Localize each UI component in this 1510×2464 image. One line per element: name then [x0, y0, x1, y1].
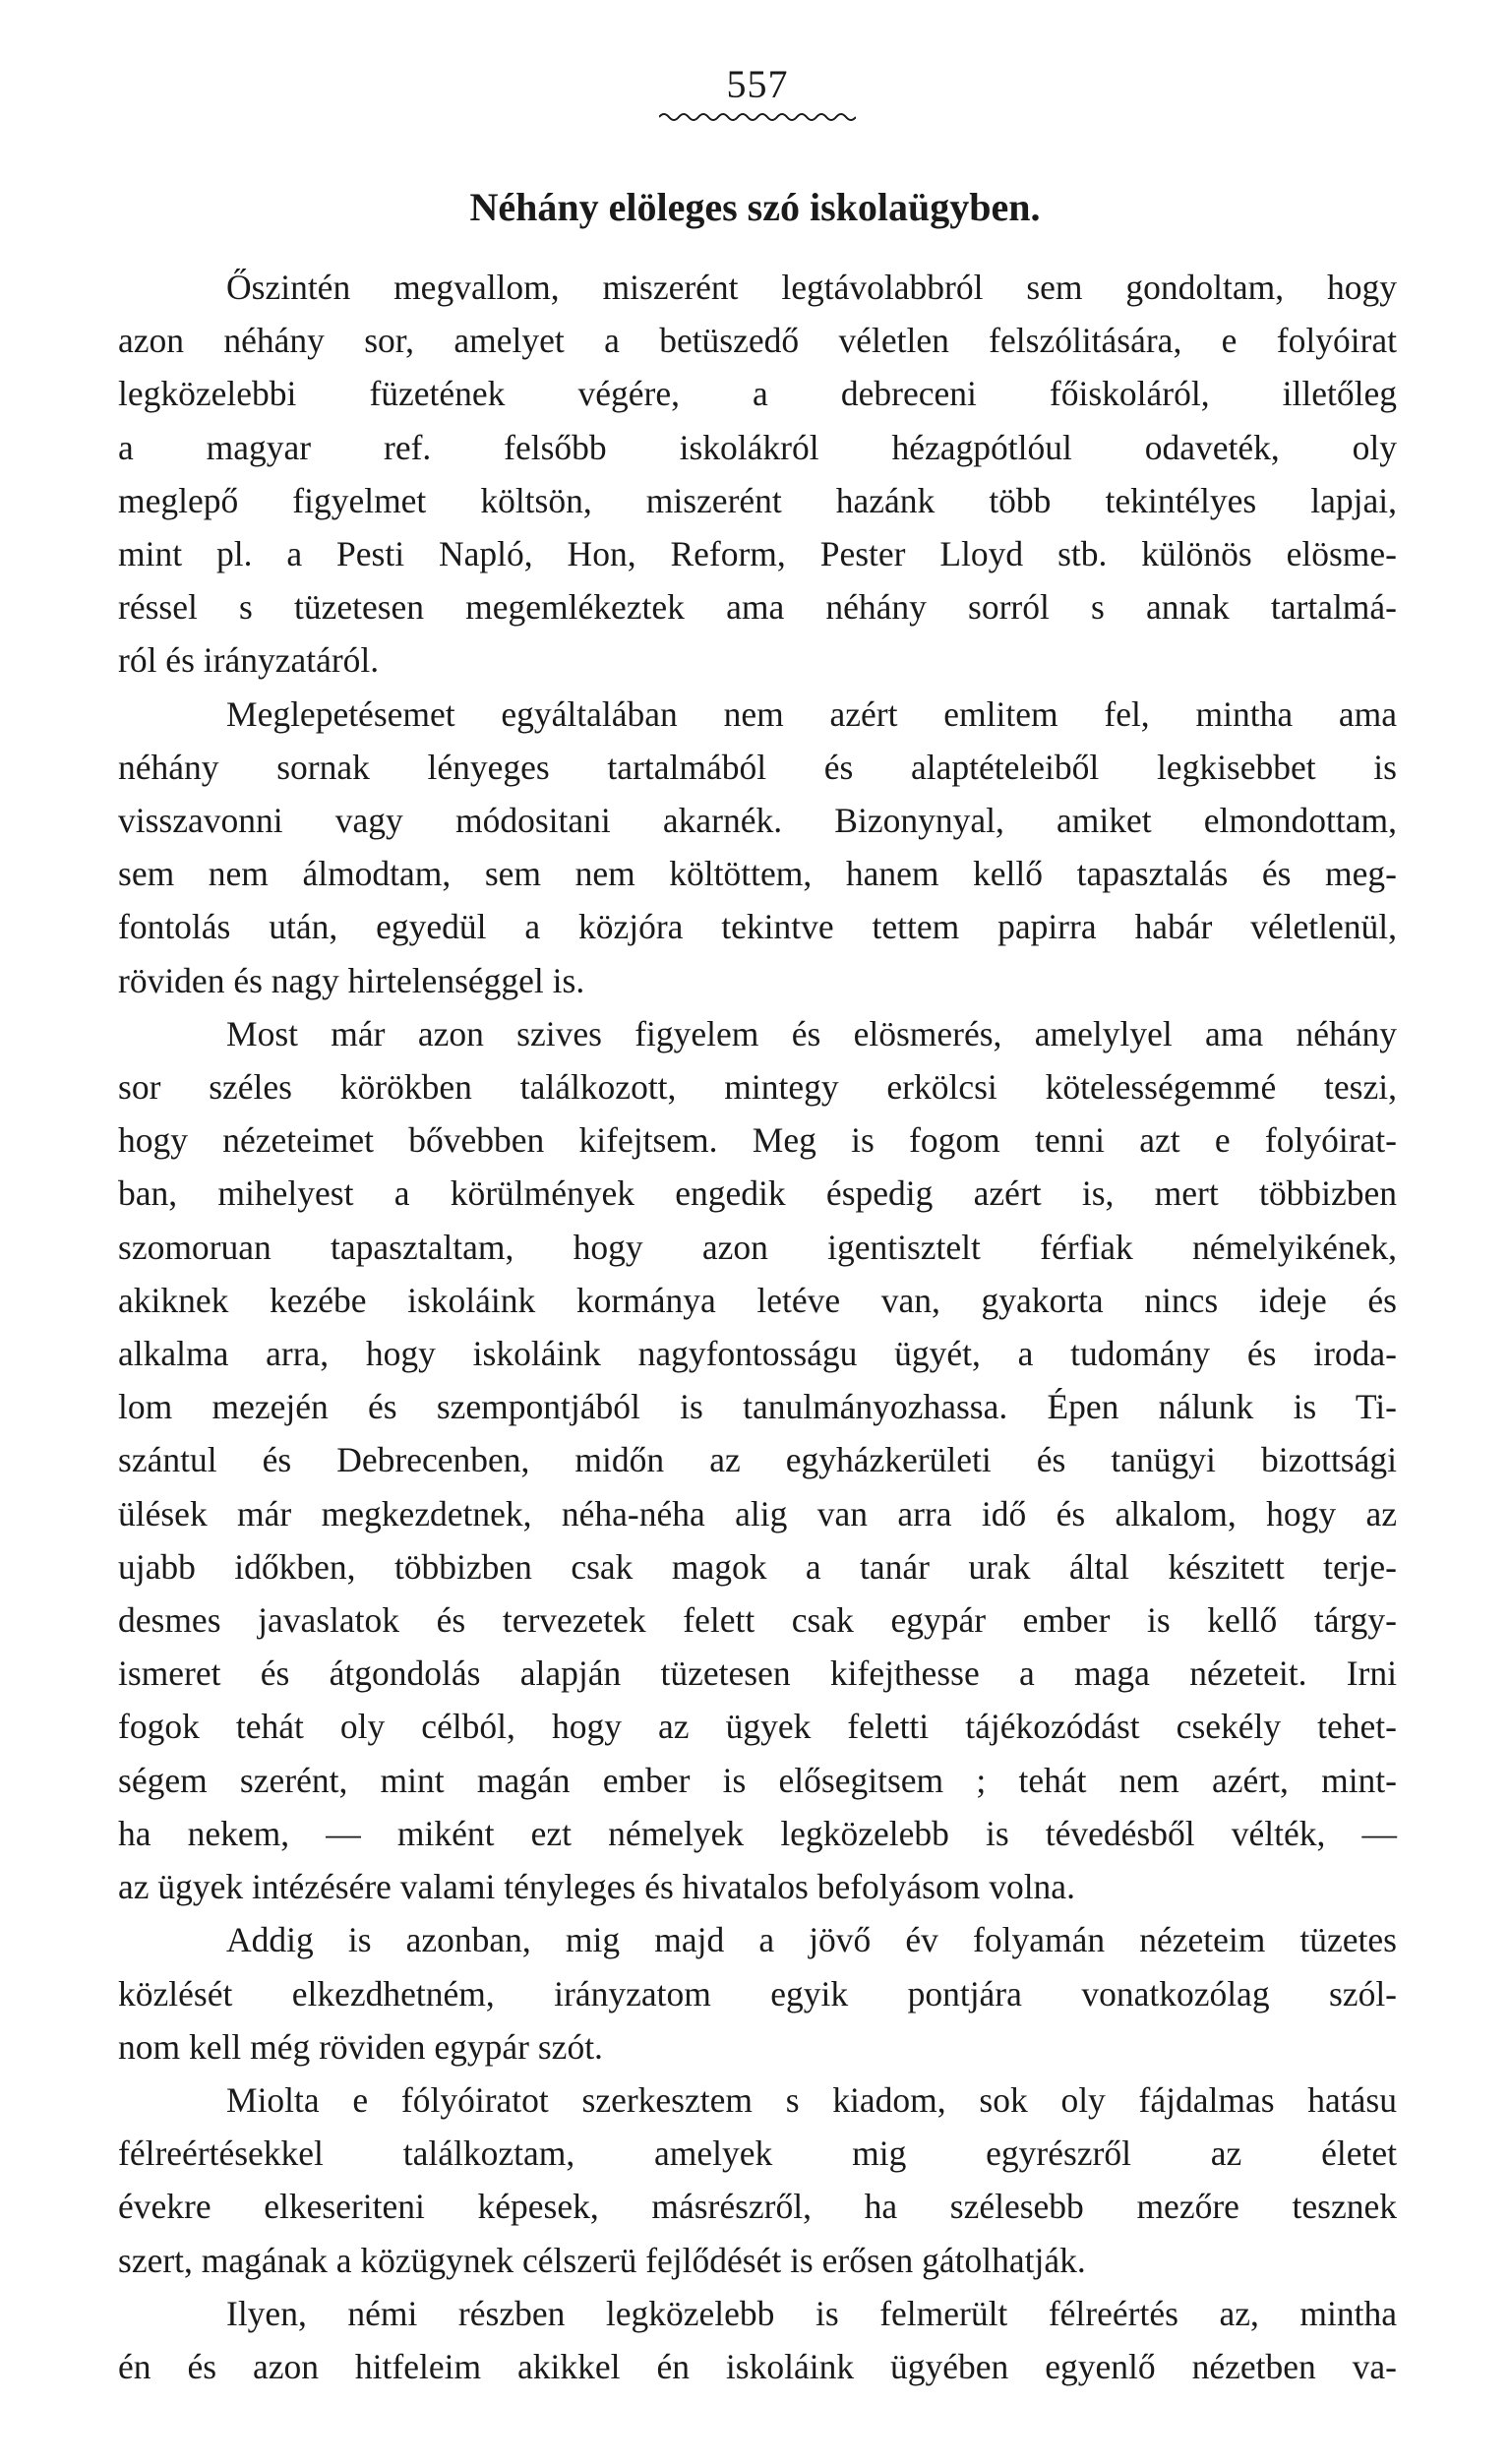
text-line: Őszintén megvallom, miszerént legtávolabbról sem gondoltam, hogy [226, 268, 1397, 307]
text-line: évekre elkeseriteni képesek, másrészről, ha szélesebb mezőre tesznek [118, 2187, 1397, 2227]
text-line: akiknek kezébe iskoláink kormánya letéve van, gyakorta nincs ideje és [118, 1280, 1397, 1320]
text-line: szántul és Debrecenben, midőn az egyházkerületi és tanügyi bizottsági [118, 1440, 1397, 1480]
text-line: Miolta e fólyóiratot szerkesztem s kiadom, sok oly fájdalmas hatásu [226, 2079, 1397, 2120]
page-number: 557 [726, 62, 789, 106]
text-line: fogok tehát oly célból, hogy az ügyek feletti tájékozódást csekély tehet- [118, 1707, 1397, 1747]
text-line: félreértésekkel találkoztam, amelyek mig egyrészről az életet [118, 2133, 1397, 2174]
wavy-rule-ornament [659, 110, 856, 124]
page-header [630, 61, 885, 124]
text-line: meglepő figyelmet költsön, miszerént hazánk több tekintélyes lapjai, [118, 480, 1397, 520]
paragraph-4 [118, 1913, 1397, 2073]
text-line: mint pl. a Pesti Napló, Hon, Reform, Pester Lloyd stb. különös elösme- [118, 534, 1397, 574]
text-line: szomoruan tapasztaltam, hogy azon igentisztelt férfiak némelyikének, [118, 1227, 1397, 1267]
text-line: visszavonni vagy módositani akarnék. Bizonynyal, amiket elmondottam, [118, 801, 1397, 841]
text-line: sem nem álmodtam, sem nem költöttem, hanem kellő tapasztalás és meg- [118, 854, 1397, 894]
text-line: desmes javaslatok és tervezetek felett csak egypár ember is kellő tárgy- [118, 1600, 1397, 1641]
text-line: néhány sornak lényeges tartalmából és alaptételeiből legkisebbet is [118, 747, 1397, 787]
text-line: fontolás után, egyedül a közjóra tekintve tettem papirra habár véletlenül, [118, 907, 1397, 947]
paragraph-5 [118, 2073, 1397, 2287]
text-line: ségem szerént, mint magán ember is elősegitsem ; tehát nem azért, mint- [118, 1760, 1397, 1800]
text-line: hogy nézeteimet bővebben kifejtsem. Meg is fogom tenni azt e folyóirat- [118, 1120, 1397, 1161]
text-line: Addig is azonban, mig majd a jövő év folyamán nézeteim tüzetes [226, 1920, 1397, 1960]
text-line: Ilyen, némi részben legközelebb is felmerült félreértés az, mintha [226, 2293, 1397, 2333]
text-line: lom mezején és szempontjából is tanulmányozhassa. Épen nálunk is Ti- [118, 1387, 1397, 1427]
text-line: Most már azon szives figyelem és elösmerés, amelylyel ama néhány [226, 1013, 1397, 1053]
text-line: röviden és nagy hirtelenséggel is. [118, 960, 585, 1000]
paragraph-3 [118, 1007, 1397, 1913]
text-line: alkalma arra, hogy iskoláink nagyfontosságu ügyét, a tudomány és iroda- [118, 1334, 1397, 1374]
text-line: nom kell még röviden egypár szót. [118, 2026, 603, 2067]
text-line: szert, magának a közügynek célszerü fejlődését is erősen gátolhatják. [118, 2240, 1086, 2280]
text-line: réssel s tüzetesen megemlékeztek ama néhány sorról s annak tartalmá- [118, 587, 1397, 628]
article-title: Néhány elöleges szó iskolaügyben. [469, 185, 1041, 229]
text-line: ismeret és átgondolás alapján tüzetesen kifejthesse a maga nézeteit. Irni [118, 1653, 1397, 1694]
text-line: ról és irányzatáról. [118, 640, 380, 681]
text-line: azon néhány sor, amelyet a betüszedő véletlen felszólitására, e folyóirat [118, 321, 1397, 361]
text-line: legközelebbi füzetének végére, a debreceni főiskoláról, illetőleg [118, 374, 1397, 414]
article-body [118, 261, 1397, 2393]
paragraph-2 [118, 688, 1397, 1007]
text-line: én és azon hitfeleim akikkel én iskoláink ügyében egyenlő nézetben va- [118, 2346, 1397, 2386]
text-line: a magyar ref. felsőbb iskolákról hézagpótlóul odaveték, oly [118, 427, 1397, 467]
text-line: Meglepetésemet egyáltalában nem azért emlitem fel, mintha ama [226, 693, 1397, 734]
text-line: ujabb időkben, többizben csak magok a tanár urak által készitett terje- [118, 1546, 1397, 1587]
text-line: sor széles körökben találkozott, mintegy erkölcsi kötelességemmé teszi, [118, 1067, 1397, 1108]
text-line: ha nekem, — miként ezt némelyek legközelebb is tévedésből vélték, — [118, 1813, 1397, 1853]
text-line: közlését elkezdhetném, irányzatom egyik pontjára vonatkozólag szól- [118, 1973, 1397, 2013]
text-line: az ügyek intézésére valami tényleges és hivatalos befolyásom volna. [118, 1867, 1075, 1907]
text-line: ülések már megkezdetnek, néha-néha alig van arra idő és alkalom, hogy az [118, 1493, 1397, 1533]
paragraph-6 [118, 2287, 1397, 2393]
text-line: ban, mihelyest a körülmények engedik éspedig azért is, mert többizben [118, 1173, 1397, 1214]
paragraph-1 [118, 261, 1397, 688]
